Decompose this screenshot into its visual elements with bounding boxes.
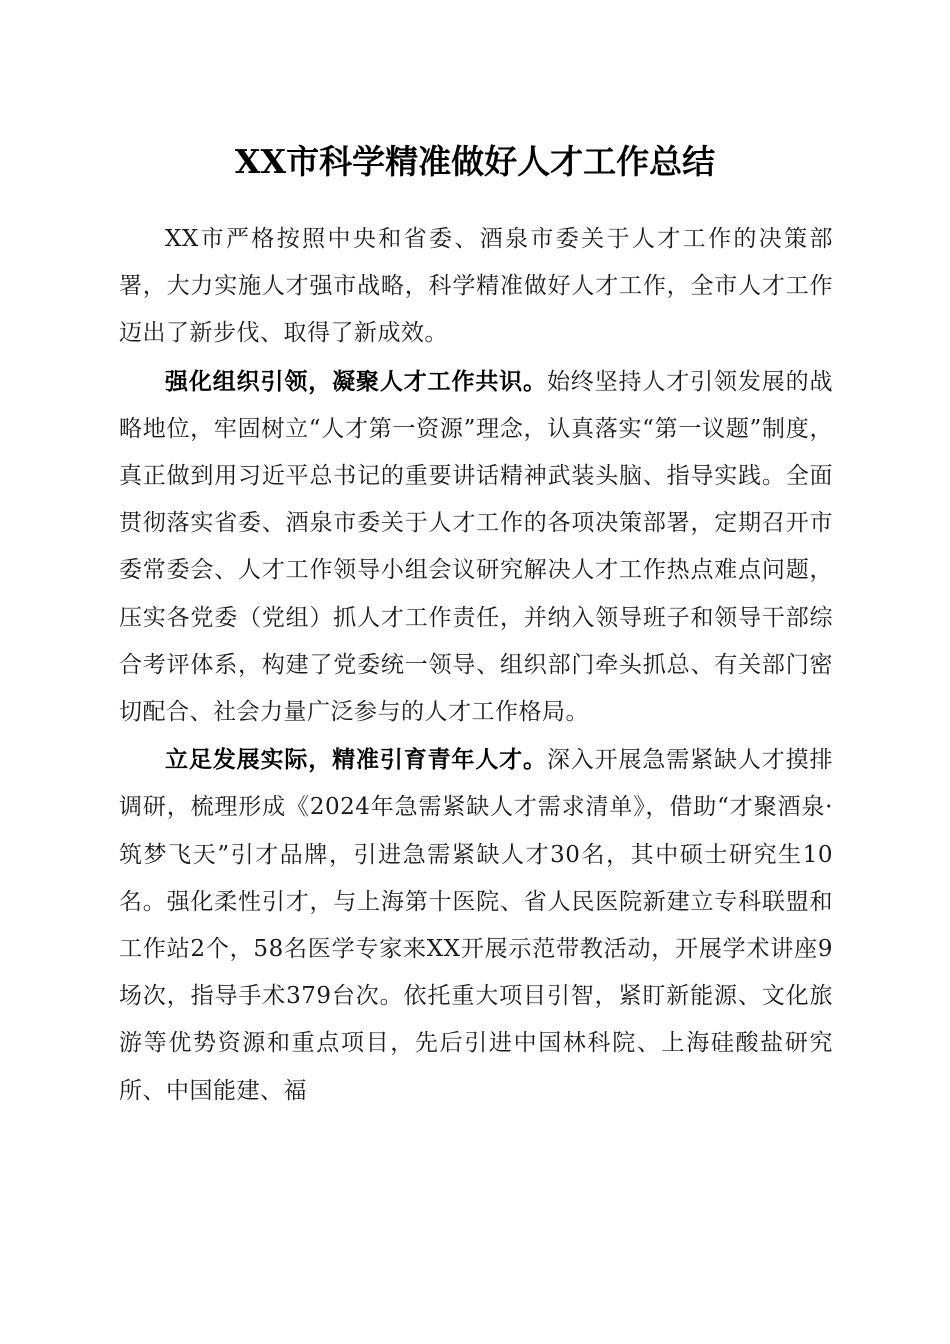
paragraph-text: 深入开展急需紧缺人才摸排调研，梳理形成《2024年急需紧缺人才需求清单》，借助“才聚酒泉·筑梦飞天”引才品牌，引进急需紧缺人才30名，其中硕士研究生10名。强化柔性引才，与上海第十医院、省人民医院新建立专科联盟和工作站2个，58名医学专家来XX开展示范带教活动，开展学术讲座9场次，指导手术379台次。依托重大项目引智，紧盯新能源、文化旅游等优势资源和重点项目，先后引进中国林科院、上海硅酸盐研究所、中国能建、福 (119, 747, 834, 1104)
intro-paragraph (119, 216, 833, 358)
document-title: XX市科学精准做好人才工作总结 (234, 142, 716, 181)
paragraph-text: 始终坚持人才引领发展的战略地位，牢固树立“人才第一资源”理念，认真落实“第一议题”制度，真正做到用习近平总书记的重要讲话精神武装头脑、指导实践。全面贯彻落实省委、酒泉市委关于人才工作的各项决策部署，定期召开市委常委会、人才工作领导小组会议研究解决人才工作热点难点问题，压实各党委（党组）抓人才工作责任，并纳入领导班子和领导干部综合考评体系，构建了党委统一领导、组织部门牵头抓总、有关部门密切配合、社会力量广泛参与的人才工作格局。 (119, 368, 834, 726)
section-paragraph-talent (119, 736, 833, 1115)
document-body (119, 216, 833, 1115)
paragraph-lead-heading: 立足发展实际，精准引育青年人才。 (165, 746, 547, 774)
paragraph-lead-heading: 强化组织引领，凝聚人才工作共识。 (165, 367, 547, 395)
paragraph-text: XX市严格按照中央和省委、酒泉市委关于人才工作的决策部署，大力实施人才强市战略，科学精准做好人才工作，全市人才工作迈出了新步伐、取得了新成效。 (119, 226, 833, 347)
section-paragraph-organization (119, 358, 833, 737)
